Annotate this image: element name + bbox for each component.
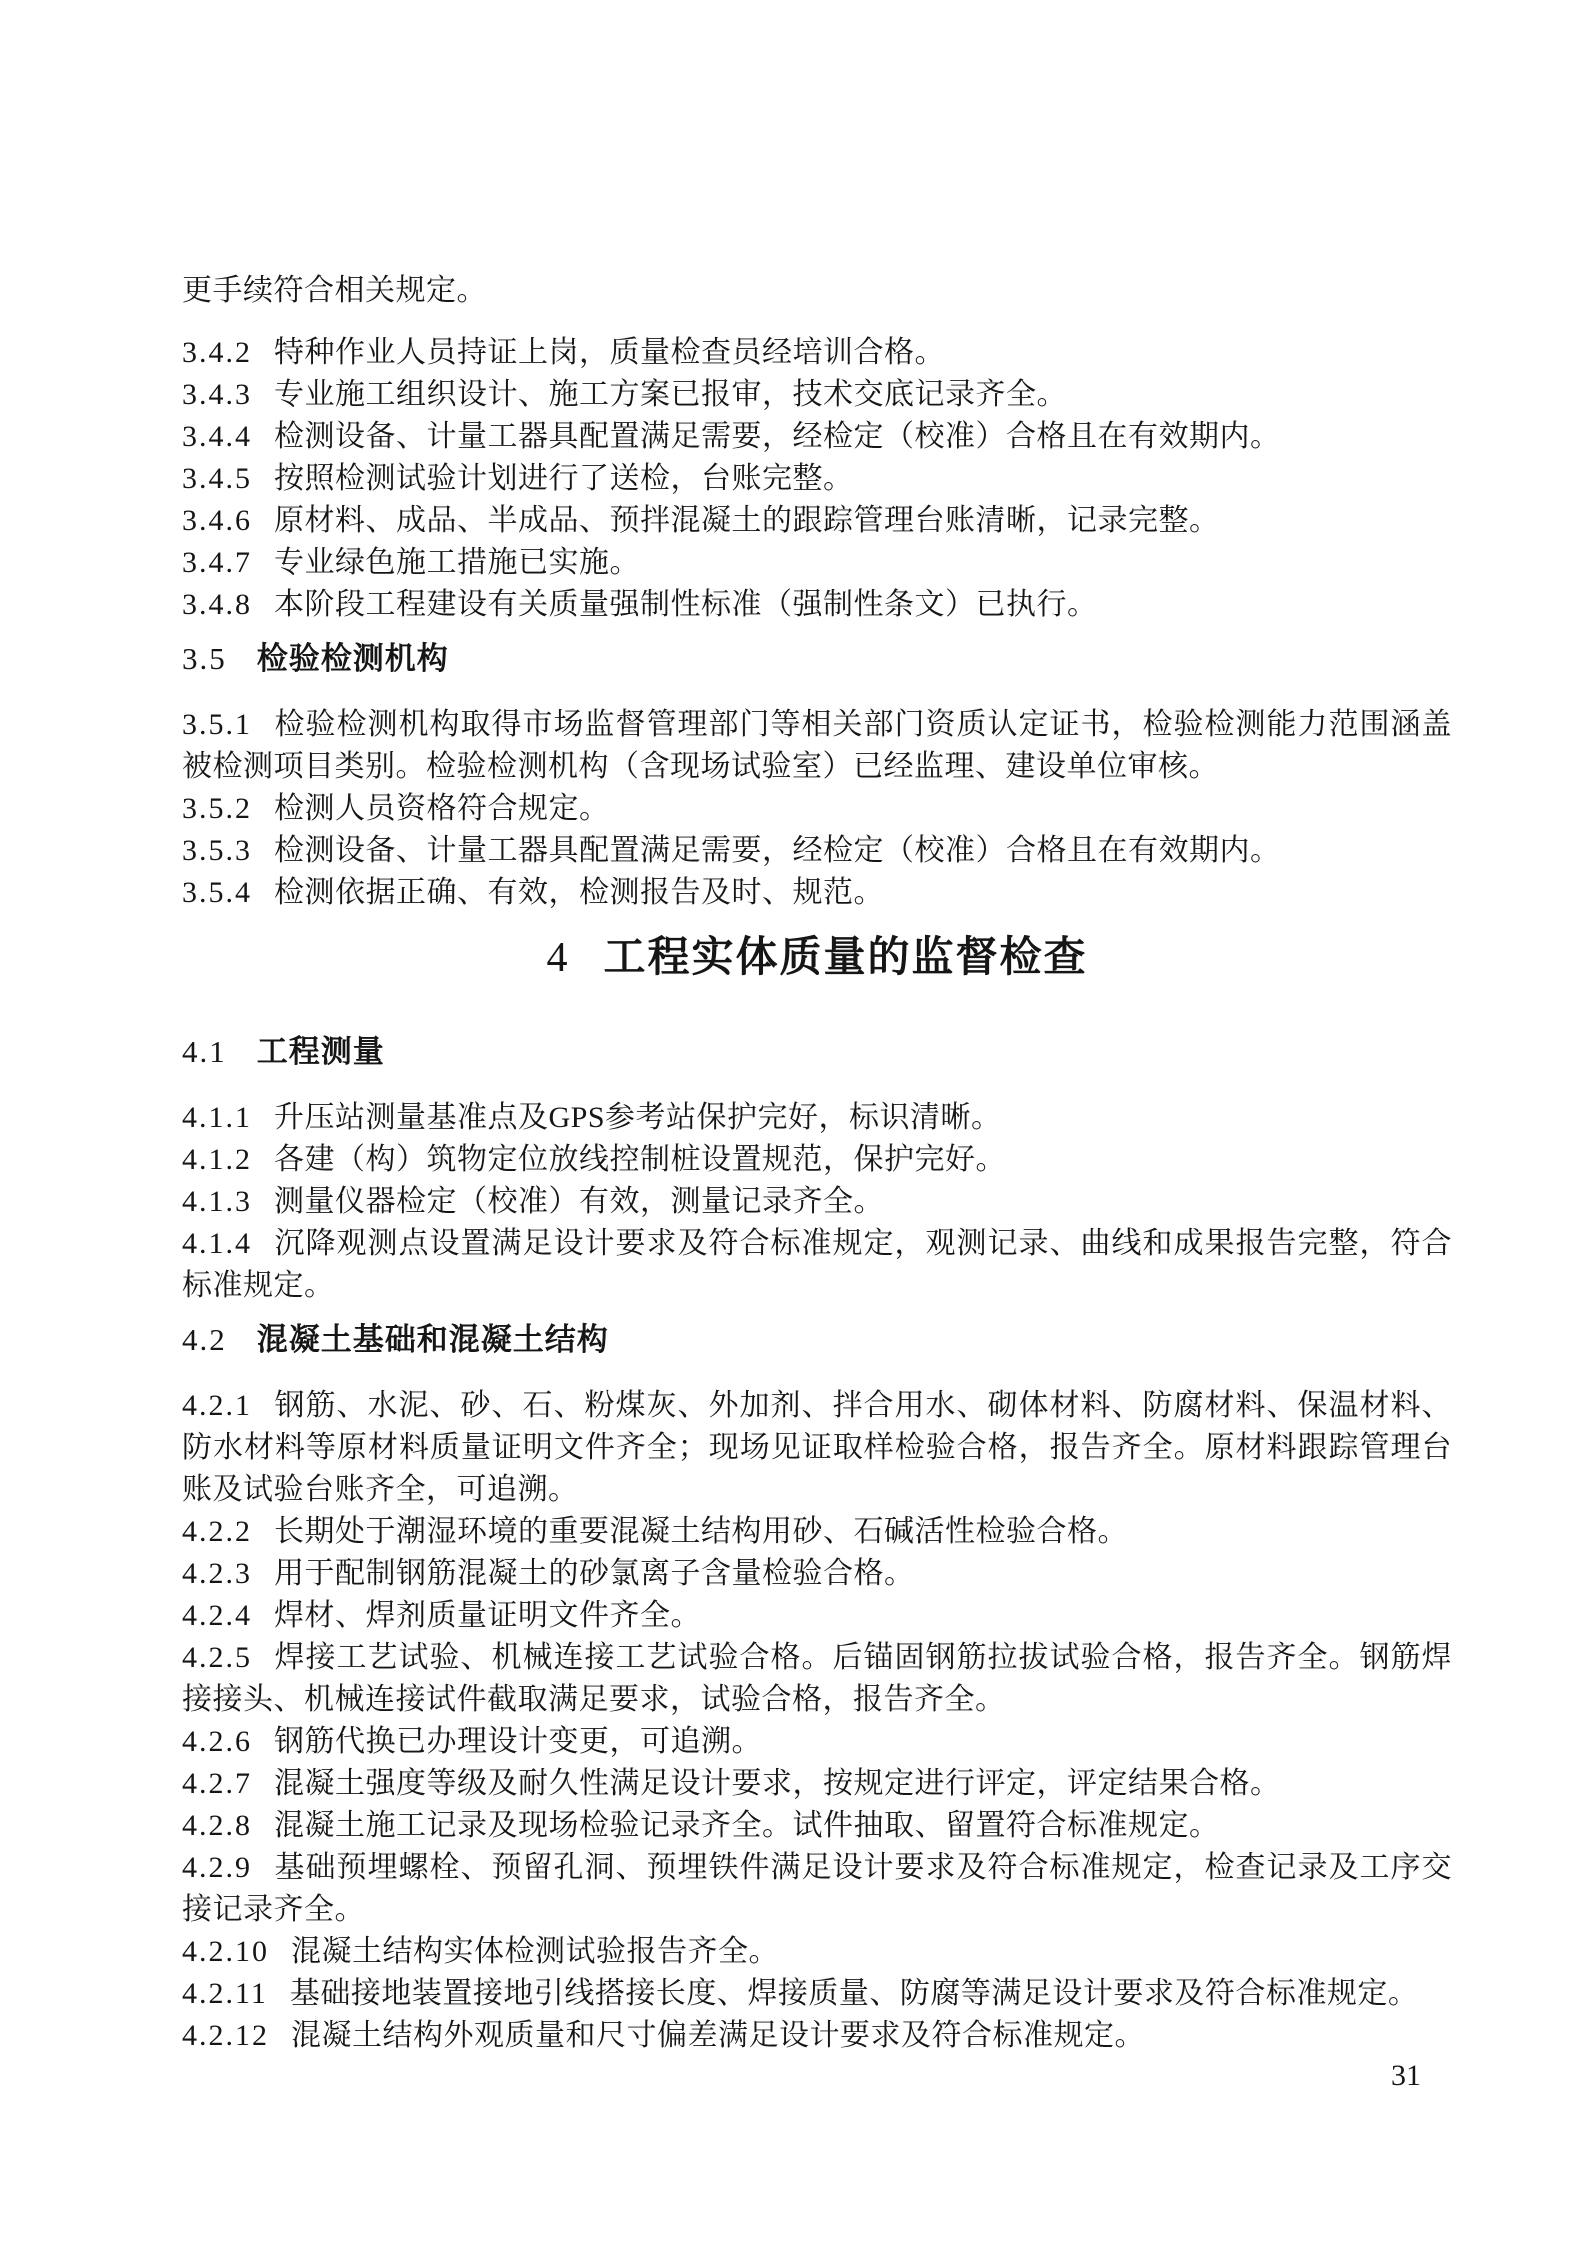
- paragraph-text: 更手续符合相关规定。: [182, 274, 487, 307]
- clause-3-5-3: [182, 830, 1452, 872]
- clause-text: 混凝土强度等级及耐久性满足设计要求，按规定进行评定，评定结果合格。: [274, 1767, 1281, 1800]
- clause-number: 3.4.3: [182, 378, 252, 411]
- clause-text: 各建（构）筑物定位放线控制桩设置规范，保护完好。: [274, 1143, 1006, 1176]
- clause-number: 3.4.4: [182, 420, 252, 453]
- chapter-number: 4: [546, 935, 568, 981]
- clause-text: 钢筋代换已办理设计变更，可追溯。: [274, 1725, 762, 1758]
- clause-number: 4.1.3: [182, 1185, 252, 1218]
- clause-text: 混凝土施工记录及现场检验记录齐全。试件抽取、留置符合标准规定。: [274, 1809, 1220, 1842]
- clause-text: 本阶段工程建设有关质量强制性标准（强制性条文）已执行。: [274, 588, 1098, 621]
- clause-4-1-4: [182, 1223, 1452, 1307]
- clause-4-2-10: [182, 1931, 1452, 1973]
- clause-text: 混凝土结构实体检测试验报告齐全。: [291, 1935, 779, 1968]
- clause-number: 4.2.12: [182, 2019, 269, 2052]
- clause-number: 4.2.5: [182, 1641, 252, 1674]
- clause-4-2-11: [182, 1973, 1452, 2015]
- heading-number: 4.1: [182, 1034, 227, 1069]
- page-content: [182, 270, 1452, 2057]
- clause-text: 检测依据正确、有效，检测报告及时、规范。: [274, 876, 884, 909]
- clause-text: 检测设备、计量工器具配置满足需要，经检定（校准）合格且在有效期内。: [274, 420, 1281, 453]
- clause-3-4-3: [182, 374, 1452, 416]
- heading-title: 工程测量: [256, 1034, 385, 1069]
- clause-3-5-2: [182, 788, 1452, 830]
- paragraph-continuation: [182, 270, 1452, 312]
- clause-3-4-7: [182, 542, 1452, 584]
- heading-number: 3.5: [182, 641, 227, 676]
- clause-number: 4.2.2: [182, 1515, 252, 1548]
- clause-4-1-3: [182, 1181, 1452, 1223]
- clause-3-4-6: [182, 500, 1452, 542]
- clause-4-1-1: [182, 1097, 1452, 1139]
- clause-text: 检测设备、计量工器具配置满足需要，经检定（校准）合格且在有效期内。: [274, 834, 1281, 867]
- clause-number: 4.2.6: [182, 1725, 252, 1758]
- clause-text: 基础预埋螺栓、预留孔洞、预埋铁件满足设计要求及符合标准规定，检查记录及工序交接记录齐全。: [182, 1851, 1452, 1926]
- clause-text: 原材料、成品、半成品、预拌混凝土的跟踪管理台账清晰，记录完整。: [274, 504, 1220, 537]
- clause-3-4-5: [182, 458, 1452, 500]
- heading-4-1: [182, 1031, 1452, 1073]
- heading-title: 混凝土基础和混凝土结构: [256, 1322, 609, 1357]
- clause-text: 专业施工组织设计、施工方案已报审，技术交底记录齐全。: [274, 378, 1067, 411]
- clause-number: 3.4.5: [182, 462, 252, 495]
- clause-number: 4.2.4: [182, 1599, 252, 1632]
- clause-3-5-4: [182, 872, 1452, 914]
- clause-number: 4.2.7: [182, 1767, 252, 1800]
- clause-4-2-6: [182, 1721, 1452, 1763]
- clause-number: 3.5.1: [182, 708, 252, 741]
- clause-text: 混凝土结构外观质量和尺寸偏差满足设计要求及符合标准规定。: [291, 2019, 1145, 2052]
- clause-text: 检测人员资格符合规定。: [274, 792, 610, 825]
- clause-4-2-5: [182, 1637, 1452, 1721]
- clause-text: 检验检测机构取得市场监督管理部门等相关部门资质认定证书，检验检测能力范围涵盖被检测项目类别。检验检测机构（含现场试验室）已经监理、建设单位审核。: [182, 708, 1452, 783]
- clause-number: 3.4.2: [182, 336, 252, 369]
- clause-number: 3.4.8: [182, 588, 252, 621]
- clause-text: 测量仪器检定（校准）有效，测量记录齐全。: [274, 1185, 884, 1218]
- clause-text: 长期处于潮湿环境的重要混凝土结构用砂、石碱活性检验合格。: [274, 1515, 1128, 1548]
- clause-text: 按照检测试验计划进行了送检，台账完整。: [274, 462, 854, 495]
- heading-number: 4.2: [182, 1322, 227, 1357]
- clause-4-2-4: [182, 1595, 1452, 1637]
- clause-4-2-3: [182, 1553, 1452, 1595]
- clause-number: 4.2.11: [182, 1977, 268, 2010]
- clause-4-1-2: [182, 1139, 1452, 1181]
- chapter-4-heading: [182, 928, 1452, 987]
- clause-4-2-8: [182, 1805, 1452, 1847]
- clause-4-2-7: [182, 1763, 1452, 1805]
- clause-text: 钢筋、水泥、砂、石、粉煤灰、外加剂、拌合用水、砌体材料、防腐材料、保温材料、防水材料等原材料质量证明文件齐全；现场见证取样检验合格，报告齐全。原材料跟踪管理台账及试验台账齐全，可追溯。: [182, 1389, 1452, 1506]
- clause-number: 4.2.9: [182, 1851, 252, 1884]
- clause-number: 4.2.3: [182, 1557, 252, 1590]
- clause-3-4-4: [182, 416, 1452, 458]
- clause-3-4-2: [182, 332, 1452, 374]
- clause-4-2-9: [182, 1847, 1452, 1931]
- heading-title: 检验检测机构: [256, 641, 449, 676]
- clause-number: 3.4.6: [182, 504, 252, 537]
- heading-4-2: [182, 1319, 1452, 1361]
- clause-3-5-1: [182, 704, 1452, 788]
- clause-number: 3.5.2: [182, 792, 252, 825]
- clause-number: 3.5.4: [182, 876, 252, 909]
- clause-number: 4.1.2: [182, 1143, 252, 1176]
- clause-4-2-1: [182, 1385, 1452, 1511]
- clause-text: 专业绿色施工措施已实施。: [274, 546, 640, 579]
- clause-text: 基础接地装置接地引线搭接长度、焊接质量、防腐等满足设计要求及符合标准规定。: [289, 1977, 1419, 2010]
- clause-number: 4.2.10: [182, 1935, 269, 1968]
- chapter-title: 工程实体质量的监督检查: [603, 933, 1088, 980]
- clause-3-4-8: [182, 584, 1452, 626]
- clause-number: 4.2.1: [182, 1389, 252, 1422]
- clause-number: 3.4.7: [182, 546, 252, 579]
- clause-text: 升压站测量基准点及GPS参考站保护完好，标识清晰。: [274, 1101, 1002, 1134]
- clause-text: 焊接工艺试验、机械连接工艺试验合格。后锚固钢筋拉拔试验合格，报告齐全。钢筋焊接接头、机械连接试件截取满足要求，试验合格，报告齐全。: [182, 1641, 1452, 1716]
- clause-number: 4.1.1: [182, 1101, 252, 1134]
- heading-3-5: [182, 638, 1452, 680]
- clause-text: 焊材、焊剂质量证明文件齐全。: [274, 1599, 701, 1632]
- clause-text: 特种作业人员持证上岗，质量检查员经培训合格。: [274, 336, 945, 369]
- clause-4-2-2: [182, 1511, 1452, 1553]
- clause-text: 用于配制钢筋混凝土的砂氯离子含量检验合格。: [274, 1557, 915, 1590]
- page-number: 31: [1391, 2059, 1421, 2092]
- clause-4-2-12: [182, 2015, 1452, 2057]
- clause-number: 3.5.3: [182, 834, 252, 867]
- clause-number: 4.1.4: [182, 1227, 252, 1260]
- clause-text: 沉降观测点设置满足设计要求及符合标准规定，观测记录、曲线和成果报告完整，符合标准规定。: [182, 1227, 1452, 1302]
- clause-number: 4.2.8: [182, 1809, 252, 1842]
